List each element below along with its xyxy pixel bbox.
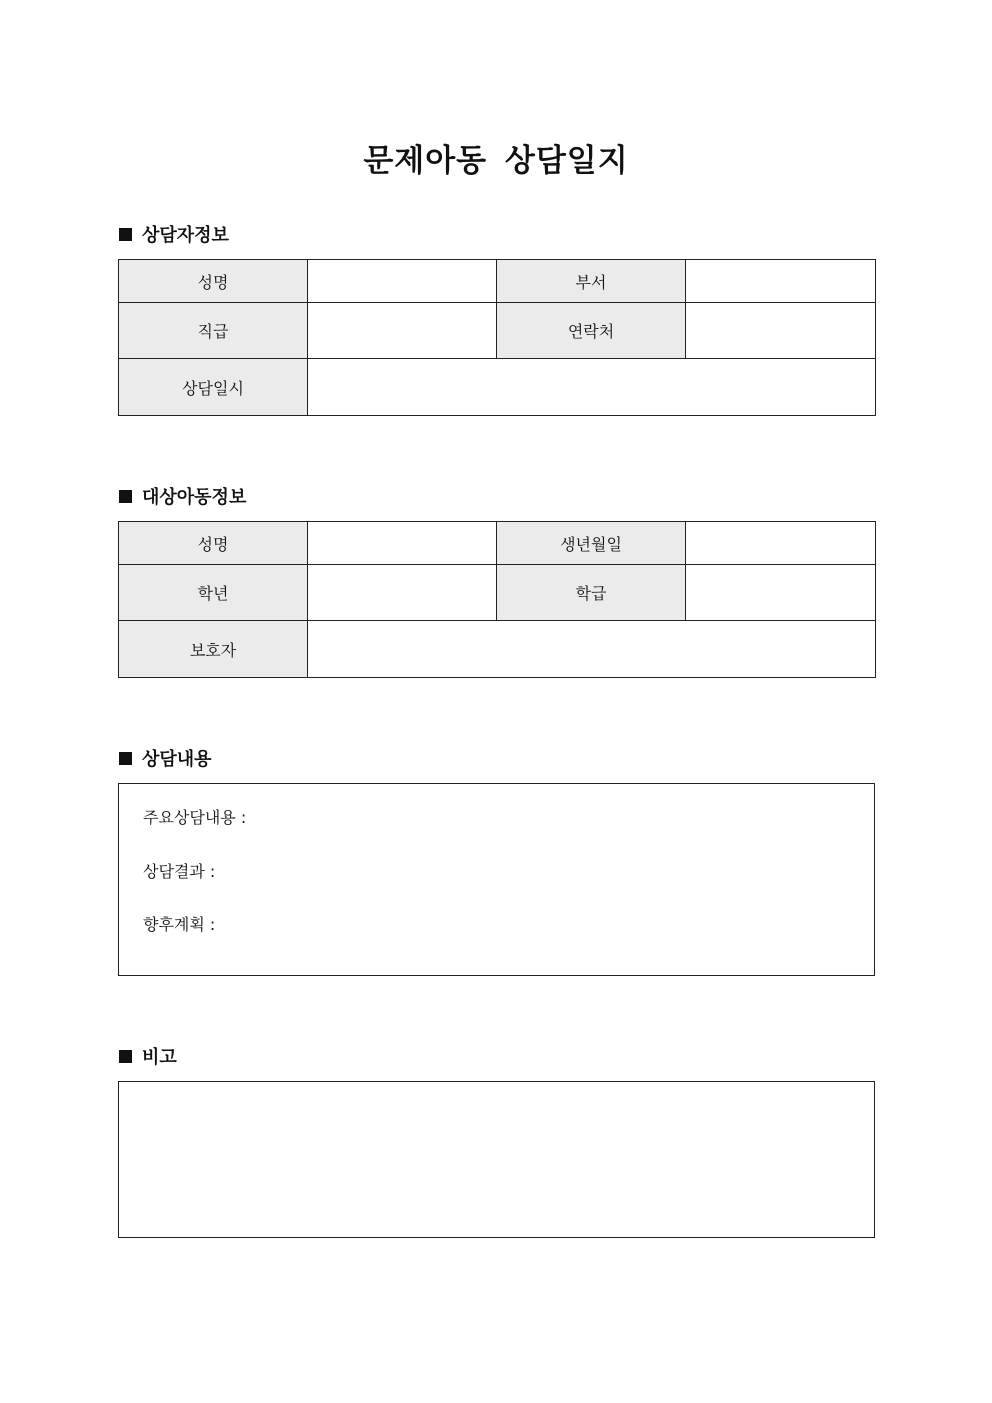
section-heading-notes bbox=[119, 1044, 177, 1068]
plan-label: 향후계획 : bbox=[143, 915, 216, 934]
section-heading-child bbox=[119, 484, 246, 508]
child-birth-field[interactable] bbox=[686, 522, 876, 565]
child-grade-label: 학년 bbox=[119, 565, 308, 621]
counselor-info-table bbox=[118, 259, 876, 416]
section-heading-label: 상담내용 bbox=[142, 749, 212, 770]
counselor-name-label: 성명 bbox=[119, 260, 308, 303]
table-row bbox=[119, 621, 876, 678]
section-heading-counselor bbox=[119, 222, 229, 246]
square-bullet-icon bbox=[119, 752, 132, 765]
child-grade-field[interactable] bbox=[308, 565, 497, 621]
notes-box[interactable] bbox=[118, 1081, 875, 1238]
main-content-label: 주요상담내용 : bbox=[143, 808, 247, 827]
table-row bbox=[119, 359, 876, 416]
result-label: 상담결과 : bbox=[143, 862, 216, 881]
table-row bbox=[119, 260, 876, 303]
counselor-datetime-label: 상담일시 bbox=[119, 359, 308, 416]
counselor-name-field[interactable] bbox=[308, 260, 497, 303]
table-row bbox=[119, 565, 876, 621]
child-info-table bbox=[118, 521, 876, 678]
counselor-position-label: 직급 bbox=[119, 303, 308, 359]
child-name-field[interactable] bbox=[308, 522, 497, 565]
child-name-label: 성명 bbox=[119, 522, 308, 565]
square-bullet-icon bbox=[119, 228, 132, 241]
counselor-dept-field[interactable] bbox=[686, 260, 876, 303]
section-heading-content bbox=[119, 746, 212, 770]
child-birth-label: 생년월일 bbox=[497, 522, 686, 565]
counselor-contact-field[interactable] bbox=[686, 303, 876, 359]
counselor-dept-label: 부서 bbox=[497, 260, 686, 303]
child-class-label: 학급 bbox=[497, 565, 686, 621]
counseling-content-box[interactable] bbox=[118, 783, 875, 976]
table-row bbox=[119, 303, 876, 359]
square-bullet-icon bbox=[119, 490, 132, 503]
page-title: 문제아동 상담일지 bbox=[363, 143, 629, 179]
table-row bbox=[119, 522, 876, 565]
child-guardian-field[interactable] bbox=[308, 621, 876, 678]
counselor-datetime-field[interactable] bbox=[308, 359, 876, 416]
counselor-contact-label: 연락처 bbox=[497, 303, 686, 359]
square-bullet-icon bbox=[119, 1050, 132, 1063]
counselor-position-field[interactable] bbox=[308, 303, 497, 359]
section-heading-label: 비고 bbox=[142, 1047, 177, 1068]
child-class-field[interactable] bbox=[686, 565, 876, 621]
section-heading-label: 상담자정보 bbox=[142, 225, 229, 246]
section-heading-label: 대상아동정보 bbox=[142, 487, 247, 508]
child-guardian-label: 보호자 bbox=[119, 621, 308, 678]
